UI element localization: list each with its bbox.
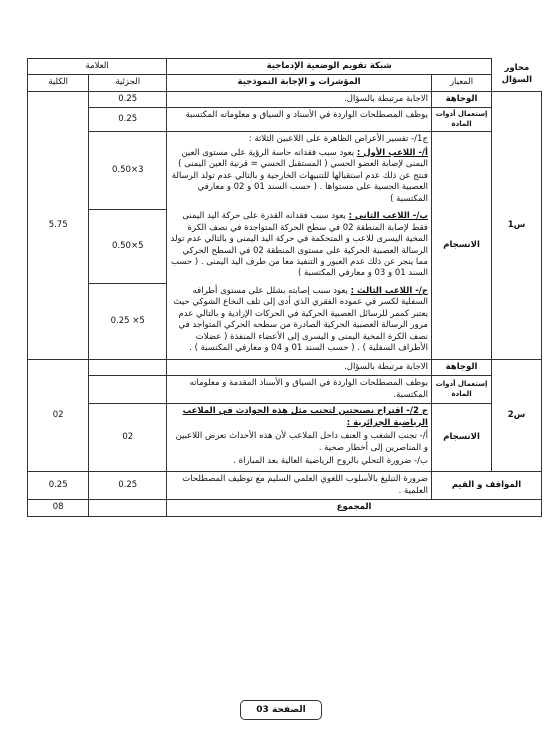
evaluation-grid	[27, 58, 542, 517]
page-number: الصفحة 03	[240, 700, 322, 720]
q1-p1-text: يعود سبب فقدانه حاسة الرؤية على مستوى العين اليمنى لإصابة العضو الحسي ( المستقبل الحسي = قرنية العين اليمنى ) فنتج عن ذلك عدم استقبالها للتنبيهات الخارجية و بالتالي عدم تولد الرسالة العصبية الحسية على مستواها . ( حسب السند 01 و 02 و معارفي المكتسبة )	[171, 147, 428, 204]
q1-relevance-label: الوجاهة	[431, 91, 491, 107]
q1-relevance-score: 0.25	[89, 91, 167, 107]
q1-p2-title: ب/- اللاعب الثاني :	[348, 211, 428, 222]
q1-intro: ج1/- تفسير الأعراض الظاهرة على اللاعبين الثلاثة :	[248, 134, 428, 145]
q2-relevance-label: الوجاهة	[431, 359, 491, 375]
q1-total: 5.75	[28, 91, 89, 359]
q1-p3-title: ج/- اللاعب الثالث :	[350, 285, 428, 296]
sum-total: 08	[28, 500, 89, 516]
q1-tools-score: 0.25	[89, 108, 167, 132]
q1-p2-score: 5×0.50	[89, 209, 167, 284]
partial-header: الجزئية	[89, 75, 167, 91]
axes-header: محاور السؤال	[501, 63, 533, 85]
q2-consistency-label: الانسجام	[431, 404, 491, 472]
q1-p1-score: 3×0.50	[89, 132, 167, 209]
q1-label: س1	[492, 91, 542, 359]
q2-tools-label: إستعمال أدوات المادة	[431, 376, 491, 404]
q2-label: س2	[492, 359, 542, 472]
q2-score: 02	[89, 404, 167, 472]
marks-header: العلامة	[28, 59, 167, 75]
values-label: المواقف و القيم	[431, 472, 541, 500]
q1-p3-text: يعود سبب إصابته بشلل على مستوى أطرافه السفلية لكسر في عموده الفقري الذي أدى إلى تلف النخاع الشوكي حيث يعتبر كممر للرسائل العصبية الحركية في الحركات الإرادية و بالتالي عدم مرور الرسالة العصبية الحركية الصادرة من سطحه الحركي المتواجد في نصف الكرة المخية اليمنى و اليسرى إلى الأعضاء المنفذة ( عضلات الأطراف السفلية ) . ( حسب السند 01 و 04 و معارفي المكتسبة ) .	[173, 285, 428, 354]
values-total: 0.25	[28, 472, 89, 500]
q1-p1-title: أ/- اللاعب الأول :	[356, 147, 428, 158]
table-title: شبكة تقويم الوضعية الإدماجية	[167, 59, 492, 75]
total-header: الكلية	[28, 75, 89, 91]
values-text: ضرورة التبليغ بالأسلوب اللغوي العلمي السليم مع توظيف المصطلحات العلمية .	[167, 472, 432, 500]
q1-tools-text: يوظف المصطلحات الواردة في الأسناد و السياق و معلوماته المكتسبة	[167, 108, 432, 132]
q2-a-text: أ/- تجنب الشغب و العنف داخل الملاعب لأن هذه الأحداث تعرض اللاعبين و المناصرين إلى أخطار صحية .	[175, 431, 428, 453]
indicators-header: المؤشرات و الإجابة النموذجية	[167, 75, 432, 91]
q2-total: 02	[28, 359, 89, 472]
q2-intro: ج 2/- اقتراح نصيحتين لتجنب مثل هذه الحوادث في الملاعب الرياضية الجزائرية :	[182, 406, 428, 428]
q1-p3-score: 5× 0.25	[89, 284, 167, 359]
values-partial: 0.25	[89, 472, 167, 500]
q1-tools-label: إستعمال أدوات المادة	[431, 108, 491, 132]
q2-b-text: ب/- ضرورة التحلي بالروح الرياضية العالية بعد المباراة .	[233, 456, 428, 466]
q1-relevance-text: الاجابة مرتبطة بالسؤال.	[167, 91, 432, 107]
q1-consistency-label: الانسجام	[431, 132, 491, 359]
sum-label: المجموع	[167, 500, 542, 516]
q2-relevance-score	[89, 359, 167, 375]
criterion-header: المعيار	[431, 75, 491, 91]
q2-tools-score	[89, 376, 167, 404]
q1-p2-text: يعود سبب فقدانه القدرة على حركة اليد اليمنى فقط لإصابة المنطقة 02 في سطح الحركة المتواجدة في نصف الكرة المخية اليسرى للاعب و المتحكمة في حركة اليد اليمنى و بالتالي عدم تولد الرسالة العصبية الحركية على مستوى المنطقة 02 في السطح الحركي مما ينجر عن ذلك عدم العبور و التنفيذ معا من طرف اليد اليمنى . ( حسب السند 01 و 03 و معارفي المكتسبة )	[170, 211, 428, 279]
sum-partial	[89, 500, 167, 516]
q2-relevance-text: الاجابة مرتبطة بالسؤال.	[167, 359, 432, 375]
q2-tools-text: يوظف المصطلحات الواردة في السياق و الأسناد المقدمة و معلوماته المكتسبة.	[167, 376, 432, 404]
